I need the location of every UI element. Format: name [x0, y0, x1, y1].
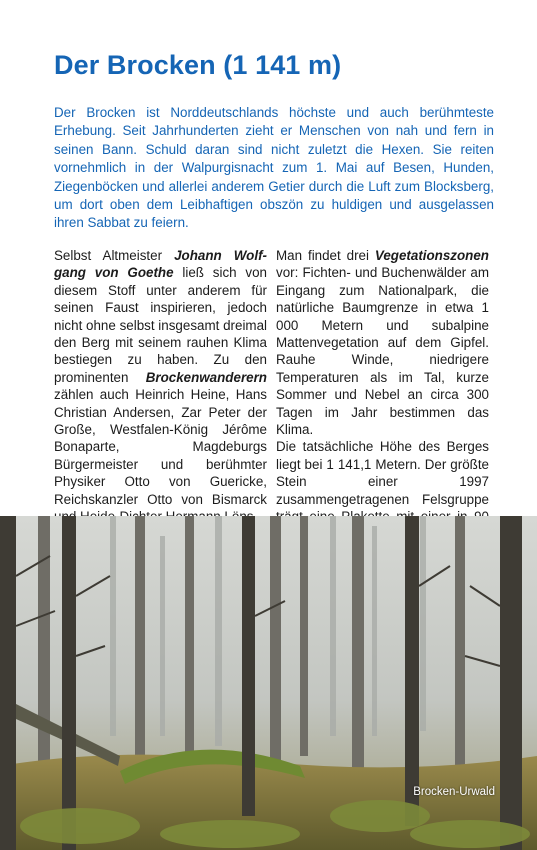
photo-caption: Brocken-Urwald — [413, 786, 495, 798]
brockenwanderer-term: Brockenwanderern — [145, 369, 267, 385]
intro-paragraph: Der Brocken ist Norddeutschlands höchste und auch berühmteste Erhebung. Seit Jahrhunderten zieht er Menschen von nah und fern in seinen Bann. Schuld daran sind nicht zuletzt die Hexen. Sie reiten vornehmlich in der Walpurgisnacht zum 1. Mai auf Besen, Hunden, Ziegenböcken und allerlei anderem Getier durch die Luft zum Blocksberg, um dort oben dem Leibhaftigen obszön zu huldigen und ausgelassen ihren Sabbat zu feiern. — [54, 105, 494, 231]
left-paragraph — [54, 247, 267, 526]
goethe-name: Johann Wolfgang von Goethe — [54, 248, 267, 281]
right-text-1: Man findet drei — [276, 248, 375, 263]
right-column — [276, 247, 489, 543]
left-text-3: zählen auch Heinrich Heine, Hans Christian Andersen, Zar Peter der Große, Westfalen-König Jérôme Bonaparte, Magdeburgs Bürgermeister und berühmter Physiker Otto von Guericke, Reichskanzler Otto von Bismarck — [54, 387, 267, 507]
forest-illustration — [0, 516, 537, 850]
right-paragraph-1 — [276, 247, 489, 438]
left-text-2: ließ sich von diesem Stoff unter anderem für seinen Faust inspirieren, jedoch nicht ohne selbst insgesamt dreimal den Berg mit seinem rauhen Klima bestiegen zu haben. Zu den prominenten — [54, 265, 267, 385]
right-paragraph-2: Die tatsächliche Höhe des Berges liegt bei 1 141,1 Metern. Der größte Stein einer 1997 zusammengetragenen Felsgruppe — [276, 439, 489, 507]
left-column — [54, 247, 267, 526]
page-title: Der Brocken (1 141 m) — [54, 50, 342, 80]
vegetation-zones-term: Vegetationszonen — [374, 248, 489, 263]
right-text-2: vor: Fichten- und Buchenwälder am Eingang zum Nationalpark, die natürliche Baumgrenze in etwa 1 000 Metern und subalpine Mattenvegetation auf dem Gipfel. Rauhe Winde, niedrigere Temperaturen als im Tal, kurze Sommer und Nebel an circa 300 Tagen im Jahr bestimmen das Klima. — [276, 265, 489, 438]
forest-photo — [0, 516, 537, 850]
left-text-1: Selbst Altmeister — [54, 248, 175, 263]
